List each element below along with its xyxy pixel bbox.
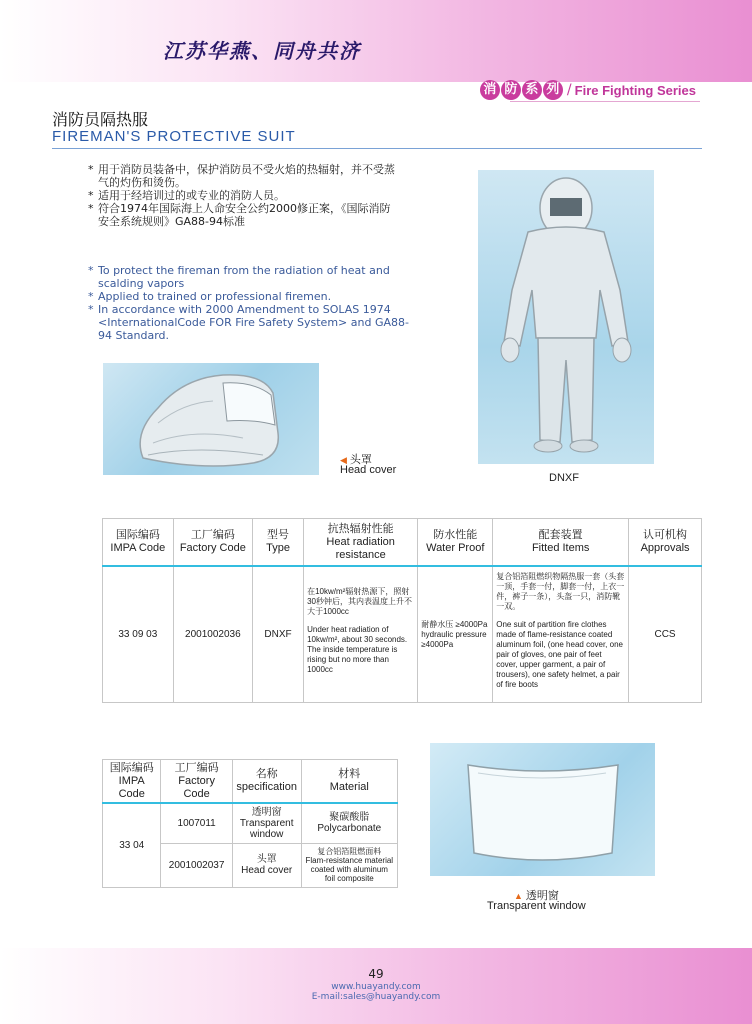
cell-factory: 2001002036 xyxy=(173,566,252,703)
bullet-item: * 符合1974年国际海上人命安全公约2000修正案，《国际消防安全系统规则》GA88-94标准 xyxy=(88,202,398,228)
cell-type: DNXF xyxy=(253,566,304,703)
series-underline xyxy=(510,101,700,102)
product-title-en: FIREMAN'S PROTECTIVE SUIT xyxy=(52,128,296,145)
window-caption-en: Transparent window xyxy=(487,900,586,912)
bullet-list-cn xyxy=(88,163,398,228)
bullet-item: * To protect the fireman from the radiation of heat and scalding vapors xyxy=(88,264,418,290)
window-illustration xyxy=(430,743,655,876)
footer-contact xyxy=(0,982,752,1002)
heat-cn: 在10kw/m²辐射热源下，照射30秒钟后，其内表温度上升不大于1000cc xyxy=(307,586,412,616)
title-divider xyxy=(52,148,702,149)
bullet-item: * 用于消防员装备中，保护消防员不受火焰的热辐射，并不受蒸气的灼伤和烫伤。 xyxy=(88,163,398,189)
cell-spec: 透明窗 Transparent window xyxy=(232,803,301,843)
suit-model-caption: DNXF xyxy=(549,472,579,484)
website-link[interactable]: www.huayandy.com xyxy=(331,982,421,992)
cell-spec: 头罩 Head cover xyxy=(232,843,301,887)
col-heat: 抗热辐射性能 Heat radiation resistance xyxy=(304,519,418,567)
head-cover-caption-en: Head cover xyxy=(340,464,397,476)
page-number: 49 xyxy=(368,967,384,981)
fitted-en: One suit of partition fire clothes made of flame-resistance coated aluminum foil, (one head cover, one pair of gloves, one pair of feet cover, upper garment, a pair of trousers), one safety helmet, a pair of fire boots xyxy=(496,619,623,689)
email-link[interactable]: E-mail:sales@huayandy.com xyxy=(311,992,441,1002)
col-impa: 国际编码 IMPA Code xyxy=(103,519,174,567)
suit-spec-table xyxy=(102,518,702,703)
col-factory: 工厂编码 Factory Code xyxy=(161,760,232,804)
col-fitted: 配套装置 Fitted Items xyxy=(493,519,629,567)
heat-en: Under heat radiation of 10kw/m², about 30 seconds. The inside temperature is rising but no more than 1000cc xyxy=(307,624,408,674)
series-label xyxy=(480,80,696,100)
transparent-window-photo xyxy=(430,743,655,876)
series-char: 防 xyxy=(501,80,521,100)
window-caption-cn: ▲ 透明窗 xyxy=(514,890,559,902)
table-row xyxy=(103,803,398,843)
suit-illustration xyxy=(478,170,654,464)
head-cover-photo xyxy=(103,363,319,475)
cell-factory: 1007011 xyxy=(161,803,232,843)
bullet-item: * 适用于经培训过的或专业的消防人员。 xyxy=(88,189,398,202)
cell-heat xyxy=(304,566,418,703)
series-char: 列 xyxy=(543,80,563,100)
series-char: 系 xyxy=(522,80,542,100)
arrow-icon: ▲ xyxy=(514,891,523,901)
head-cover-caption-cn: ◀ 头罩 xyxy=(340,454,372,466)
arrow-icon: ◀ xyxy=(340,455,347,465)
header-slogan: 江苏华燕、同舟共济 xyxy=(163,39,361,63)
protective-suit-photo xyxy=(478,170,654,464)
series-en: Fire Fighting Series xyxy=(574,82,696,98)
parts-spec-table xyxy=(102,759,398,888)
table-header-row xyxy=(103,519,702,567)
series-char: 消 xyxy=(480,80,500,100)
head-cover-illustration xyxy=(103,363,319,475)
bullet-item: * In accordance with 2000 Amendment to SOLAS 1974 <InternationalCode FOR Fire Safety System> and GA88-94 Standard. xyxy=(88,303,418,342)
cell-material: 复合铝箔阻燃面料 Flam-resistance material coated with aluminum foil composite xyxy=(301,843,397,887)
col-spec: 名称 specification xyxy=(232,760,301,804)
col-approvals: 认可机构 Approvals xyxy=(629,519,702,567)
cell-impa: 33 09 03 xyxy=(103,566,174,703)
cell-material: 聚碳酸脂 Polycarbonate xyxy=(301,803,397,843)
bullet-item: * Applied to trained or professional firemen. xyxy=(88,290,418,303)
header-band xyxy=(0,0,752,82)
col-factory: 工厂编码 Factory Code xyxy=(173,519,252,567)
series-separator: / xyxy=(566,82,572,98)
bullet-list-en xyxy=(88,264,418,342)
cell-water: 耐静水压 ≥4000Pa hydraulic pressure ≥4000Pa xyxy=(418,566,493,703)
table-header-row xyxy=(103,760,398,804)
col-material: 材料 Material xyxy=(301,760,397,804)
product-title-cn: 消防员隔热服 xyxy=(52,110,149,129)
table-row xyxy=(103,566,702,703)
col-impa: 国际编码 IMPA Code xyxy=(103,760,161,804)
cell-factory: 2001002037 xyxy=(161,843,232,887)
series-cn-badges xyxy=(480,80,564,100)
col-water: 防水性能 Water Proof xyxy=(418,519,493,567)
col-type: 型号 Type xyxy=(253,519,304,567)
cell-impa: 33 04 xyxy=(103,803,161,887)
cell-approval: CCS xyxy=(629,566,702,703)
cell-fitted xyxy=(493,566,629,703)
fitted-cn: 复合铝箔阻燃织物隔热服一套（头套一顶，手套一付，脚套一付，上衣一件，裤子一条），头盔一只，消防靴一双。 xyxy=(496,571,625,611)
